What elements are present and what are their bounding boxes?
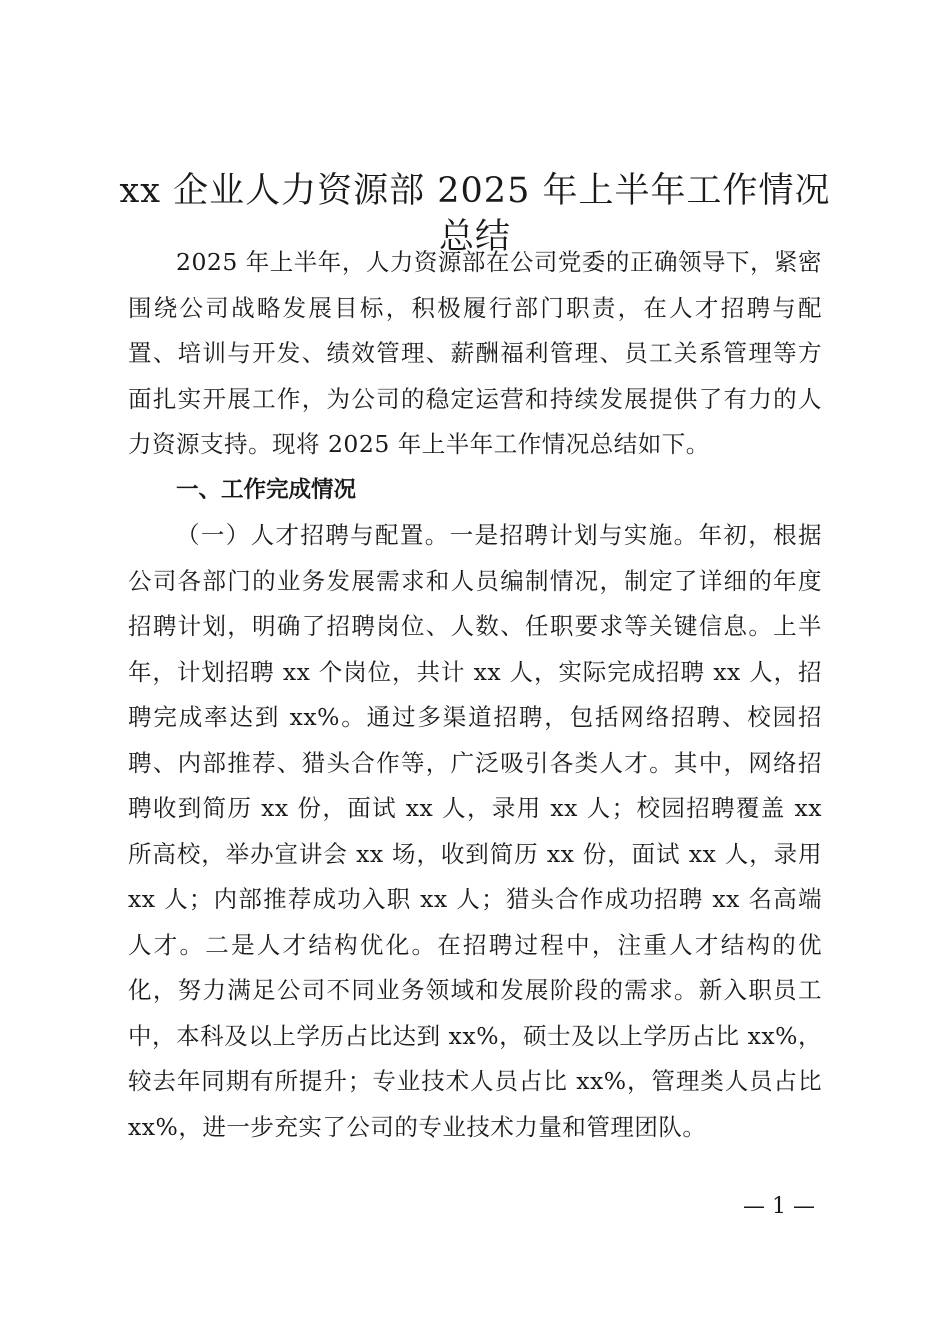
subsection-body: 一是招聘计划与实施。年初，根据公司各部门的业务发展需求和人员编制情况，制定了详细的年度招聘计划，明确了招聘岗位、人数、任职要求等关键信息。上半年，计划招聘 xx 个岗位，共计 xx 人，实际完成招聘 xx 人，招聘完成率达到 xx%。通过多渠道招聘，包括网络招聘、校园招聘、内部推荐、猎头合作等，广泛吸引各类人才。其中，网络招聘收到简历 xx 份，面试 xx 人，录用 xx 人；校园招聘覆盖 xx 所高校，举办宣讲会 xx 场，收到简历 xx 份，面试 xx 人，录用 xx 人；内部推荐成功入职 xx 人；猎头合作成功招聘 xx 名高端人才。二是人才结构优化。在招聘过程中，注重人才结构的优化，努力满足公司不同业务领域和发展阶段的需求。新入职员工中，本科及以上学历占比达到 xx%，硕士及以上学历占比 xx%，较去年同期有所提升；专业技术人员占比 xx%，管理类人员占比 xx%，进一步充实了公司的专业技术力量和管理团队。 <box>128 521 823 1141</box>
section-heading: 一、工作完成情况 <box>176 476 357 503</box>
document-body <box>128 240 822 1150</box>
intro-paragraph: 2025 年上半年，人力资源部在公司党委的正确领导下，紧密围绕公司战略发展目标，积极履行部门职责，在人才招聘与配置、培训与开发、绩效管理、薪酬福利管理、员工关系管理等方面扎实开展工作，为公司的稳定运营和持续发展提供了有力的人力资源支持。现将 2025 年上半年工作情况总结如下。 <box>128 248 822 458</box>
subsection-paragraph <box>128 513 822 1150</box>
document-title: xx 企业人力资源部 2025 年上半年工作情况总结 <box>119 171 831 257</box>
subsection-lead: （一）人才招聘与配置。 <box>176 521 450 549</box>
page-number: — 1 — <box>743 1194 815 1219</box>
